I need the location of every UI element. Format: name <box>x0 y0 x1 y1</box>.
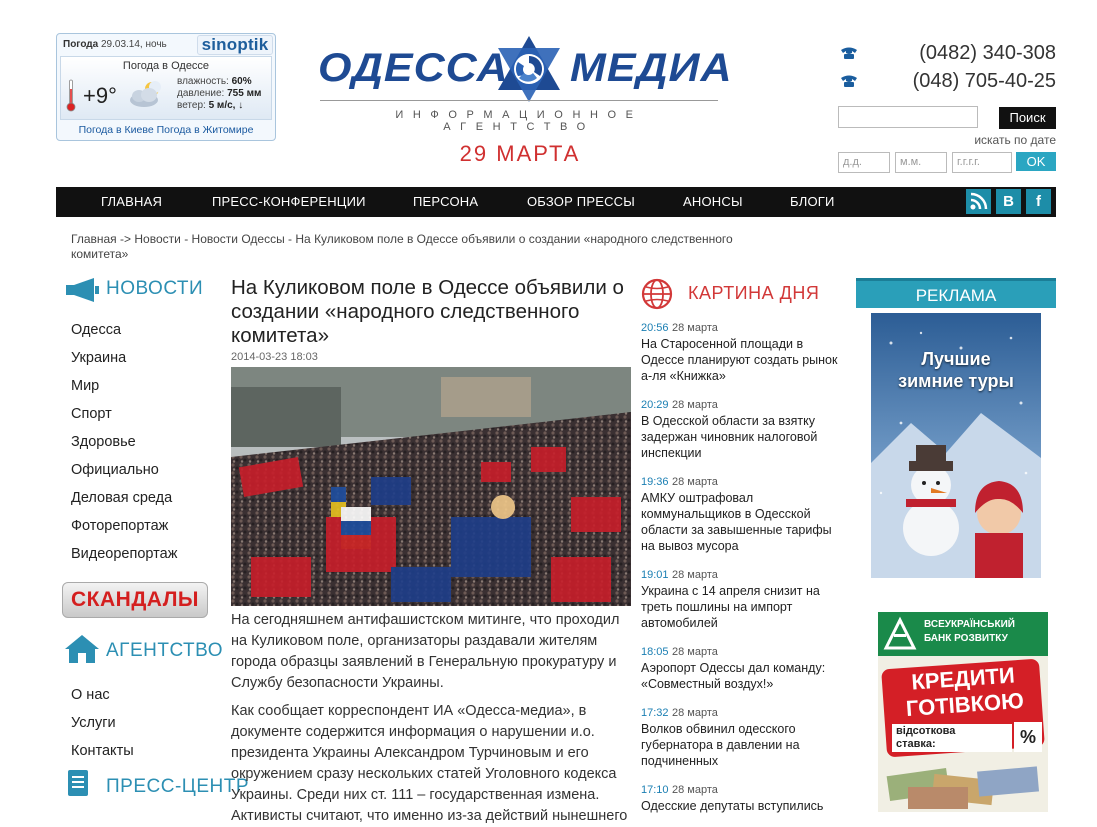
news-item[interactable] <box>641 781 841 814</box>
winter-tours-text <box>871 348 1041 392</box>
news-time: 19:01 <box>641 569 669 581</box>
menu-health[interactable]: Здоровье <box>71 434 136 450</box>
phone-number-2: (048) 705-40-25 <box>912 70 1056 92</box>
phone-number-1: (0482) 340-308 <box>919 42 1056 64</box>
logo-divider <box>320 100 718 101</box>
article-photo[interactable] <box>231 367 631 606</box>
house-icon <box>64 634 100 664</box>
thermometer-icon <box>66 79 76 113</box>
main-nav <box>56 187 1056 217</box>
globe-icon <box>641 278 673 310</box>
pressure-label: давление: <box>177 88 225 99</box>
breadcrumb-separator: -> <box>120 232 132 246</box>
phone-1 <box>838 42 1056 65</box>
nav-blogs[interactable]: БЛОГИ <box>790 194 835 209</box>
rate-box <box>892 724 1012 752</box>
ad1-line1: Лучшие <box>921 349 991 369</box>
breadcrumb-home[interactable]: Главная <box>71 232 117 246</box>
bank-name-line2: БАНК РОЗВИТКУ <box>924 633 1008 644</box>
news-date: 28 марта <box>672 707 718 719</box>
news-headline[interactable]: АМКУ оштрафовал коммунальщиков в Одесской области за завышенные тарифы на вывоз мусора <box>641 491 832 553</box>
humidity-value: 60% <box>231 76 252 87</box>
day-field[interactable]: д.д. <box>838 152 890 173</box>
logo-tagline: ИНФОРМАЦИОННОЕ АГЕНТСТВО <box>395 109 643 133</box>
nav-press-conferences[interactable]: ПРЕСС-КОНФЕРЕНЦИИ <box>212 194 366 209</box>
news-menu <box>71 316 177 568</box>
news-heading-text: НОВОСТИ <box>106 278 204 299</box>
news-date: 28 марта <box>672 322 718 334</box>
article-paragraph-2: Как сообщает корреспондент ИА «Одесса-медиа», в документе содержится информация о нарушении и.о. президента Украины Александром Турчиновым и его окружением сразу нескольких статей Уголовного кодекса Украины. Среди них ст. 111 – государственная измена. Активисты считают, что именно из-за действий нынешнего <box>231 703 628 824</box>
menu-video-report[interactable]: Видеорепортаж <box>71 546 178 562</box>
nav-announcements[interactable]: АНОНСЫ <box>683 194 743 209</box>
weather-kiev-link[interactable]: Погода в Киеве <box>78 124 154 136</box>
loan-line1: КРЕДИТИ <box>910 662 1016 695</box>
news-time: 17:32 <box>641 707 669 719</box>
rate-line1: відсоткова <box>896 725 956 737</box>
site-logo[interactable] <box>318 30 733 133</box>
rate-line2: ставка: <box>896 738 936 750</box>
phone-icon <box>840 74 858 88</box>
bank-name-line1: ВСЕУКРАЇНСЬКИЙ <box>924 619 1015 630</box>
news-item[interactable] <box>641 319 841 384</box>
picture-of-day-heading[interactable] <box>641 278 851 306</box>
nav-persona[interactable]: ПЕРСОНА <box>413 194 479 209</box>
money-icon <box>878 757 1048 812</box>
search-button[interactable]: Поиск <box>999 107 1056 129</box>
temperature: +9° <box>83 83 117 108</box>
menu-ukraine[interactable]: Украина <box>71 350 127 366</box>
menu-sport[interactable]: Спорт <box>71 406 112 422</box>
agency-heading-text: АГЕНТСТВО <box>106 640 223 661</box>
phone-icon <box>840 46 858 60</box>
wind-label: ветер: <box>177 100 206 111</box>
weather-stats <box>177 76 261 112</box>
news-headline[interactable]: На Старосенной площади в Одессе планируют создать рынок а-ля «Книжка» <box>641 337 838 383</box>
menu-official[interactable]: Официально <box>71 462 159 478</box>
menu-photo-report[interactable]: Фоторепортаж <box>71 518 169 534</box>
loan-text <box>884 661 1043 724</box>
facebook-icon[interactable]: f <box>1026 189 1051 214</box>
news-date: 28 марта <box>672 476 718 488</box>
news-headline[interactable]: Одесские депутаты вступились <box>641 799 824 813</box>
bank-logo-icon <box>880 614 920 654</box>
press-center-heading-text: ПРЕСС-ЦЕНТР <box>106 776 249 797</box>
logo-word-odessa: ОДЕССА <box>318 45 509 91</box>
humidity-label: влажность: <box>177 76 229 87</box>
news-section-heading[interactable] <box>64 278 234 306</box>
news-time: 18:05 <box>641 646 669 658</box>
weather-header <box>63 39 167 50</box>
weather-date: 29.03.14, ночь <box>101 39 167 50</box>
picture-of-day-heading-text: КАРТИНА ДНЯ <box>688 283 820 303</box>
agency-menu <box>71 681 134 765</box>
night-cloud-icon <box>126 80 166 110</box>
agency-section-heading[interactable] <box>64 634 234 666</box>
article-date: 2014-03-23 18:03 <box>231 351 318 363</box>
search-input[interactable] <box>838 106 978 128</box>
winter-tours-banner[interactable] <box>871 313 1041 578</box>
nav-home[interactable]: ГЛАВНАЯ <box>101 194 163 209</box>
month-field[interactable]: м.м. <box>895 152 947 173</box>
news-date: 28 марта <box>672 646 718 658</box>
article-title: На Куликовом поле в Одессе объявили о создании «народного следственного комитета» <box>231 276 624 347</box>
logo-word-media: МЕДИА <box>570 45 733 91</box>
menu-services[interactable]: Услуги <box>71 715 116 731</box>
news-item[interactable] <box>641 396 841 461</box>
menu-about[interactable]: О нас <box>71 687 110 703</box>
date-search-ok-button[interactable]: OK <box>1016 152 1056 171</box>
breadcrumb <box>71 232 771 262</box>
breadcrumb-separator: - <box>288 232 293 246</box>
breadcrumb-current: На Куликовом поле в Одессе объявили о создании «народного следственного комитета» <box>71 232 733 261</box>
weather-city: Погода в Одессе <box>122 60 210 72</box>
document-icon <box>64 768 94 800</box>
sinoptik-logo[interactable]: sinoptik <box>197 35 273 55</box>
rate-percent: % <box>1014 722 1042 752</box>
bank-loan-banner[interactable] <box>878 612 1048 812</box>
ads-heading: РЕКЛАМА <box>856 278 1056 308</box>
nav-press-review[interactable]: ОБЗОР ПРЕССЫ <box>527 194 635 209</box>
press-center-heading[interactable] <box>64 768 249 800</box>
wind-value: 5 м/с, ↓ <box>208 100 244 111</box>
news-headline[interactable]: Украина с 14 апреля снизит на треть пошлины на импорт автомобилей <box>641 584 820 630</box>
menu-odessa[interactable]: Одесса <box>71 322 122 338</box>
news-date: 28 марта <box>672 784 718 796</box>
vkontakte-icon[interactable]: В <box>996 189 1021 214</box>
article-paragraph-1: На сегодняшнем антифашистском митинге, что проходил на Куликовом поле, организаторы раздавали жителям города образцы заявлений в Генеральную прокуратуру и Службу безопасности Украины. <box>231 612 620 691</box>
rss-icon[interactable] <box>966 189 991 214</box>
news-headline[interactable]: Волков обвинил одесского губернатора в давлении на подчиненных <box>641 722 800 768</box>
weather-widget <box>56 33 276 141</box>
year-field[interactable]: г.г.г.г. <box>952 152 1012 173</box>
pressure-value: 755 мм <box>227 88 262 99</box>
scandals-button[interactable]: СКАНДАЛЫ <box>62 582 208 618</box>
weather-label: Погода <box>63 39 99 50</box>
search-by-date-label: искать по дате <box>974 133 1056 147</box>
weather-links <box>57 124 275 136</box>
breadcrumb-separator: - <box>184 232 189 246</box>
menu-contacts[interactable]: Контакты <box>71 743 134 759</box>
news-date: 28 марта <box>672 399 718 411</box>
news-headline[interactable]: Аэропорт Одессы дал команду: «Совместный воздух!» <box>641 661 826 691</box>
news-date: 28 марта <box>672 569 718 581</box>
current-date: 29 МАРТА <box>459 141 581 166</box>
news-headline[interactable]: В Одесской области за взятку задержан чиновник налоговой инспекции <box>641 414 818 460</box>
news-item[interactable] <box>641 566 841 631</box>
news-item[interactable] <box>641 643 841 692</box>
breadcrumb-odessa-news[interactable]: Новости Одессы <box>191 232 285 246</box>
menu-business[interactable]: Деловая среда <box>71 490 173 506</box>
news-item[interactable] <box>641 704 841 769</box>
news-time: 17:10 <box>641 784 669 796</box>
breadcrumb-news[interactable]: Новости <box>134 232 181 246</box>
logo-emblem-icon <box>494 34 564 104</box>
megaphone-icon <box>64 278 102 302</box>
loan-line2: ГОТІВКОЮ <box>905 687 1025 722</box>
ad1-line2: зимние туры <box>898 371 1014 391</box>
weather-panel <box>60 56 272 120</box>
news-item[interactable] <box>641 473 841 554</box>
news-time: 19:36 <box>641 476 669 488</box>
menu-world[interactable]: Мир <box>71 378 100 394</box>
phone-2 <box>838 70 1056 93</box>
bank-header <box>878 612 1048 656</box>
weather-zhitomir-link[interactable]: Погода в Житомире <box>156 124 254 136</box>
news-time: 20:29 <box>641 399 669 411</box>
news-time: 20:56 <box>641 322 669 334</box>
